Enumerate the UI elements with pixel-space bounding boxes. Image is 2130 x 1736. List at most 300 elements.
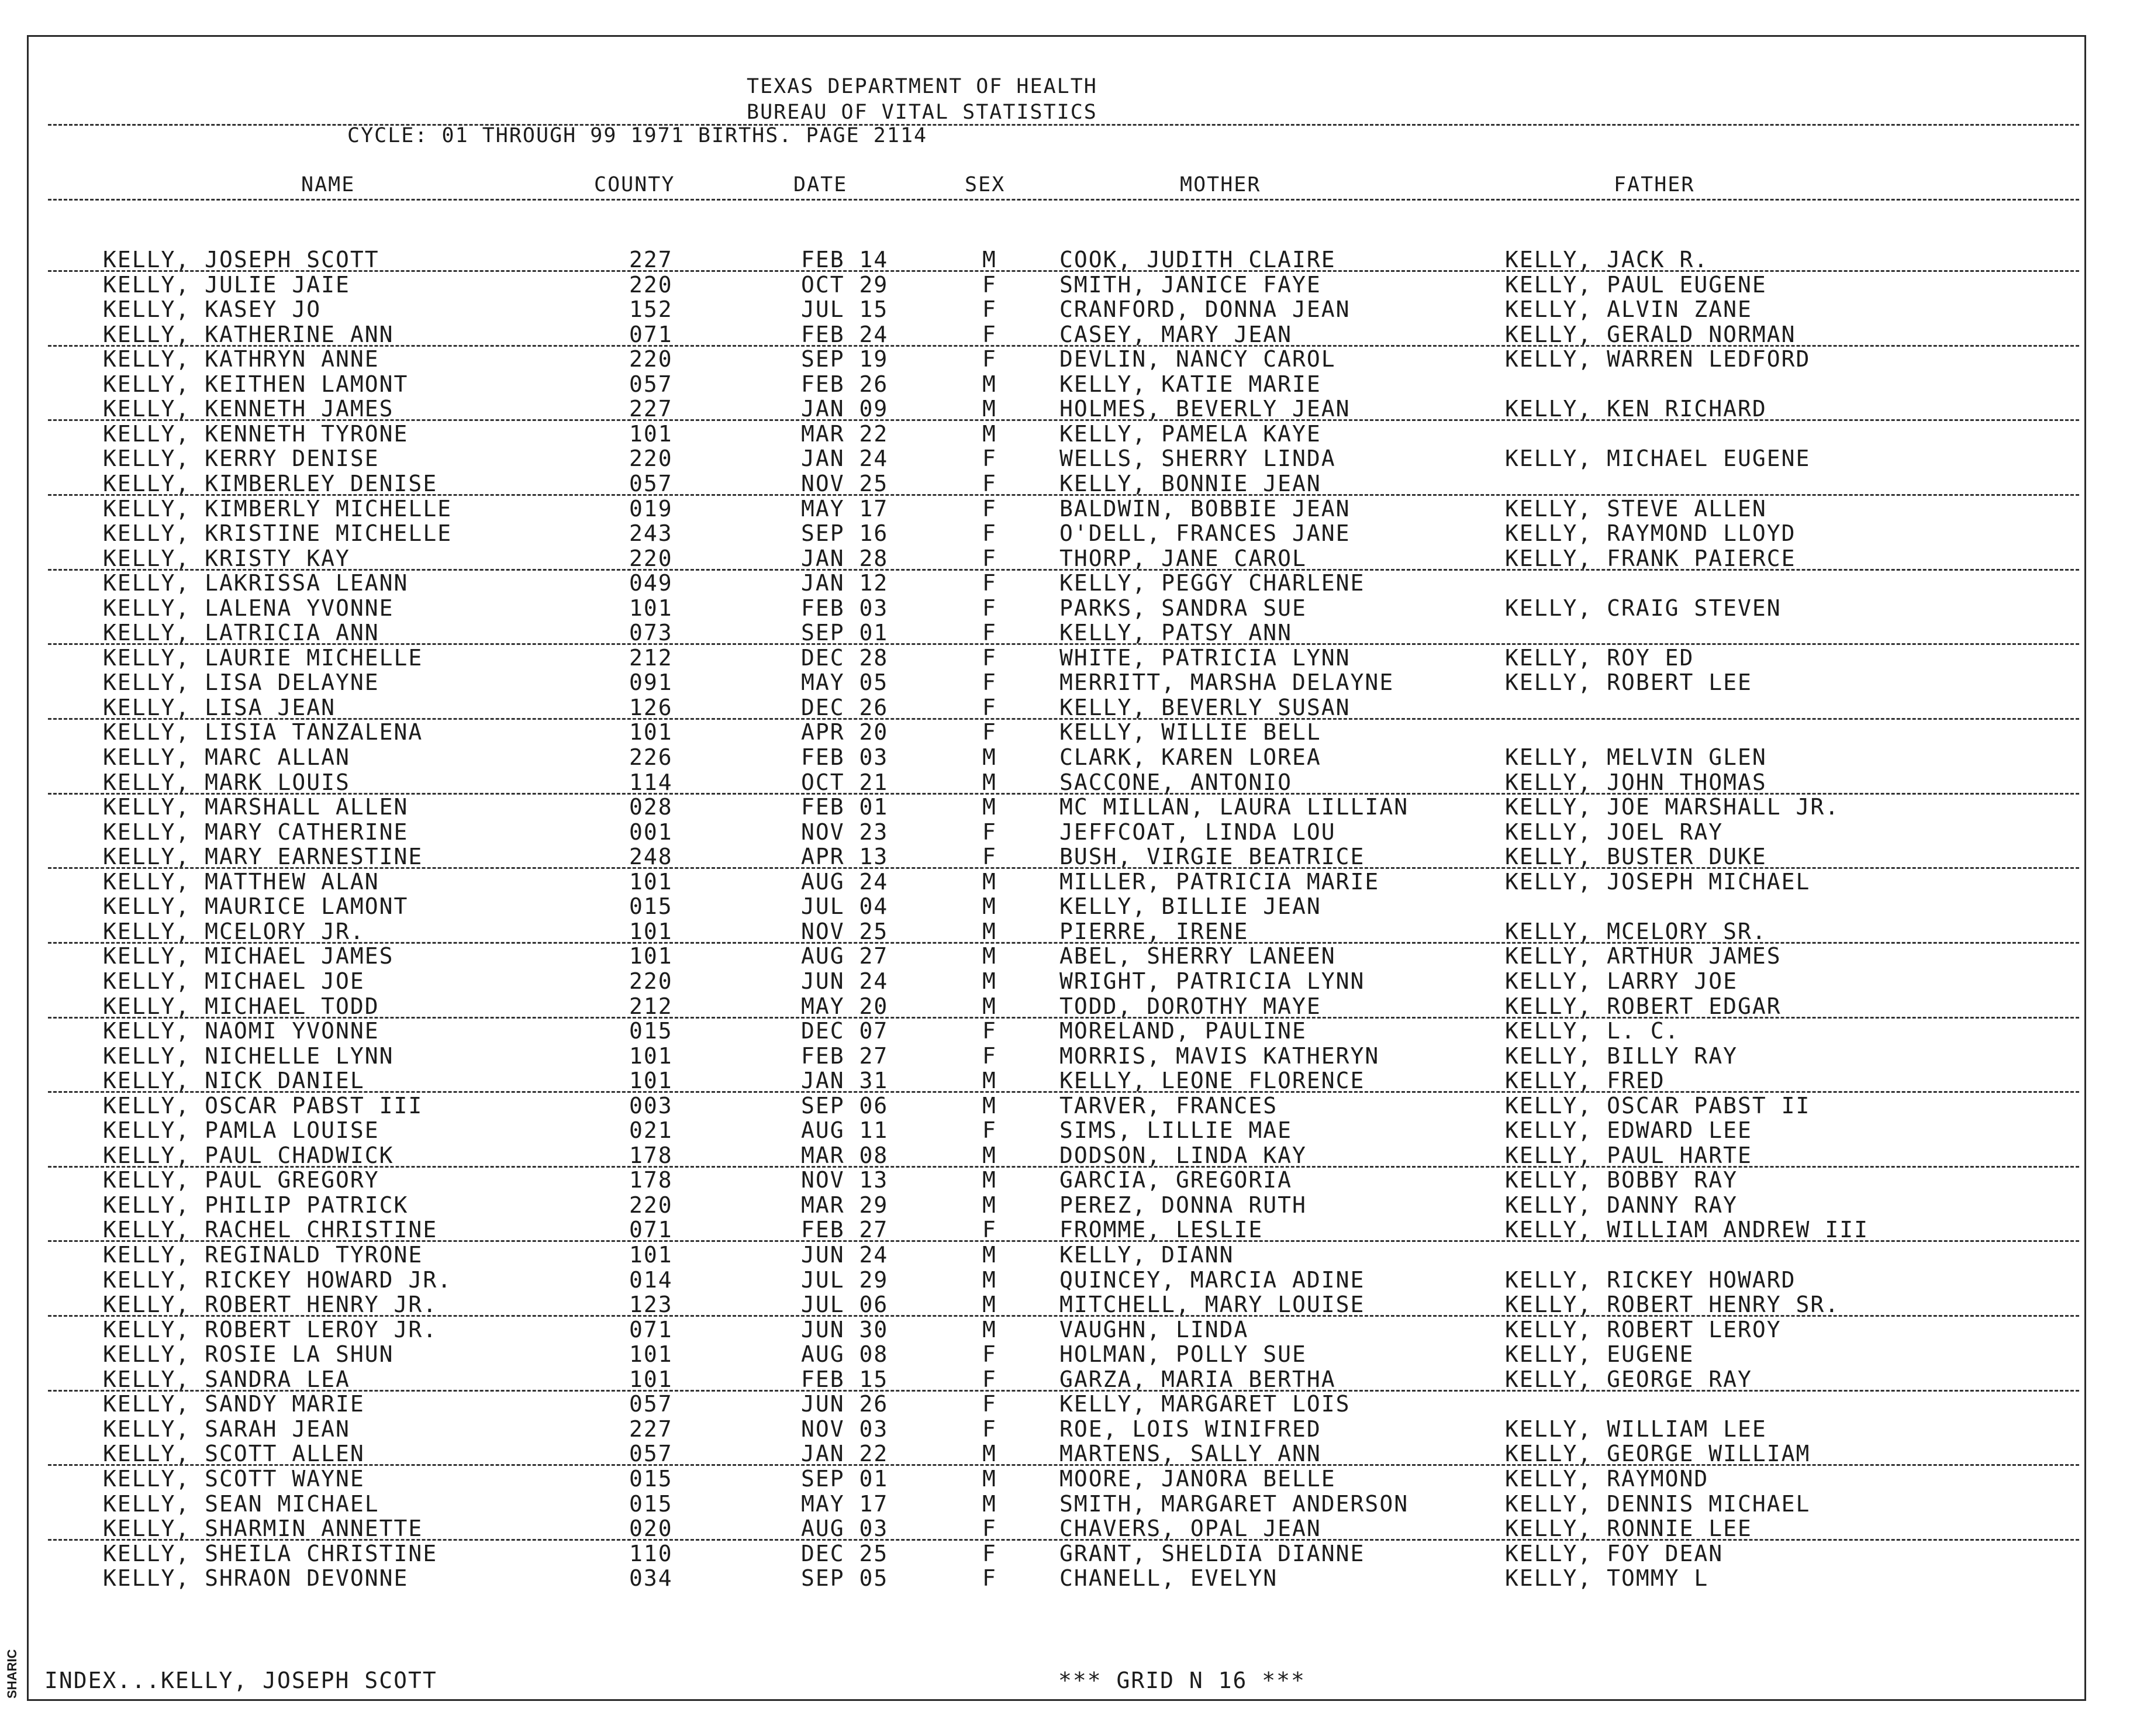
cell-name: KELLY, LATRICIA ANN (103, 620, 379, 646)
cell-sex: M (982, 1142, 997, 1168)
cell-sex: M (982, 794, 997, 820)
cell-name: KELLY, MATTHEW ALAN (103, 868, 379, 895)
cell-name: KELLY, LISIA TANZALENA (103, 719, 423, 746)
cell-sex: M (982, 1068, 997, 1094)
column-header-mother: MOTHER (1180, 173, 1261, 196)
cell-sex: F (982, 1018, 997, 1044)
cell-sex: M (982, 893, 997, 920)
cell-date: FEB 03 (801, 595, 889, 621)
cell-county: 227 (629, 247, 673, 272)
cell-mother: ABEL, SHERRY LANEEN (1059, 943, 1336, 969)
cell-name: KELLY, NAOMI YVONNE (103, 1018, 379, 1044)
cell-county: 057 (629, 470, 673, 496)
side-mark: SHARIC (5, 1649, 19, 1699)
cell-county: 212 (629, 993, 673, 1019)
column-header-father: FATHER (1614, 173, 1695, 196)
table-row (0, 669, 2130, 694)
index-footer: INDEX...KELLY, JOSEPH SCOTT (44, 1668, 437, 1693)
cell-father: KELLY, GEORGE WILLIAM (1505, 1441, 1811, 1467)
cell-name: KELLY, KRISTINE MICHELLE (103, 520, 453, 547)
cell-father: KELLY, MICHAEL EUGENE (1505, 446, 1811, 472)
cell-county: 101 (629, 1068, 673, 1094)
cell-date: DEC 28 (801, 644, 889, 671)
table-row (0, 1242, 2130, 1266)
cell-mother: MITCHELL, MARY LOUISE (1059, 1292, 1365, 1318)
cell-date: DEC 07 (801, 1018, 889, 1044)
cell-county: 101 (629, 1043, 673, 1069)
cell-mother: KELLY, PEGGY CHARLENE (1059, 570, 1365, 596)
cell-mother: MERRITT, MARSHA DELAYNE (1059, 669, 1394, 696)
cell-county: 071 (629, 1316, 673, 1342)
cell-date: OCT 29 (801, 271, 889, 298)
cell-county: 014 (629, 1266, 673, 1293)
cell-name: KELLY, PAUL GREGORY (103, 1167, 379, 1193)
cell-date: JUL 04 (801, 893, 889, 920)
cell-date: FEB 27 (801, 1043, 889, 1069)
cell-name: KELLY, MICHAEL JOE (103, 968, 365, 994)
cell-county: 015 (629, 1490, 673, 1517)
cell-date: AUG 27 (801, 943, 889, 969)
cell-date: MAY 05 (801, 669, 889, 696)
cell-county: 178 (629, 1167, 673, 1193)
cell-sex: F (982, 844, 997, 870)
cell-father: KELLY, STEVE ALLEN (1505, 495, 1767, 522)
cell-father: KELLY, JOSEPH MICHAEL (1505, 868, 1811, 895)
table-row (0, 844, 2130, 868)
cell-name: KELLY, KIMBERLY MICHELLE (103, 495, 453, 522)
cycle-line: CYCLE: 01 THROUGH 99 1971 BIRTHS. PAGE 2114 (347, 124, 928, 147)
cell-name: KELLY, KATHERINE ANN (103, 321, 394, 347)
cell-mother: KELLY, LEONE FLORENCE (1059, 1068, 1365, 1094)
cell-mother: DODSON, LINDA KAY (1059, 1142, 1307, 1168)
cell-county: 101 (629, 1366, 673, 1392)
cell-sex: F (982, 296, 997, 323)
table-row (0, 1192, 2130, 1217)
table-row (0, 1018, 2130, 1043)
cell-father: KELLY, MELVIN GLEN (1505, 744, 1767, 770)
table-row (0, 1491, 2130, 1516)
cell-name: KELLY, MARK LOUIS (103, 769, 350, 795)
cell-date: AUG 24 (801, 868, 889, 895)
cell-county: 114 (629, 769, 673, 795)
cell-mother: MARTENS, SALLY ANN (1059, 1441, 1321, 1467)
cell-county: 015 (629, 1018, 673, 1044)
cell-father: KELLY, JOE MARSHALL JR. (1505, 794, 1840, 820)
cell-county: 227 (629, 396, 673, 422)
cell-mother: KELLY, KATIE MARIE (1059, 371, 1321, 397)
cell-county: 101 (629, 1242, 673, 1268)
cell-name: KELLY, SHARMIN ANNETTE (103, 1516, 423, 1542)
cell-father: KELLY, BUSTER DUKE (1505, 844, 1767, 870)
cell-father: KELLY, BOBBY RAY (1505, 1167, 1738, 1193)
cell-county: 001 (629, 819, 673, 845)
cell-sex: F (982, 719, 997, 746)
cell-father: KELLY, WILLIAM ANDREW III (1505, 1217, 1869, 1243)
cell-mother: GRANT, SHELDIA DIANNE (1059, 1540, 1365, 1566)
cell-mother: MORELAND, PAULINE (1059, 1018, 1307, 1044)
cell-county: 220 (629, 346, 673, 372)
cell-sex: F (982, 620, 997, 646)
table-row (0, 620, 2130, 644)
cell-date: JUN 26 (801, 1391, 889, 1417)
table-row (0, 272, 2130, 296)
table-row (0, 1143, 2130, 1167)
cell-county: 101 (629, 719, 673, 746)
cell-father: KELLY, JACK R. (1505, 247, 1709, 272)
cell-sex: F (982, 1391, 997, 1417)
cell-date: FEB 27 (801, 1217, 889, 1243)
cell-county: 071 (629, 321, 673, 347)
cell-date: DEC 26 (801, 694, 889, 720)
cell-date: FEB 14 (801, 247, 889, 272)
cell-father: KELLY, JOEL RAY (1505, 819, 1724, 845)
cell-date: JAN 12 (801, 570, 889, 596)
cell-mother: KELLY, BILLIE JEAN (1059, 893, 1321, 920)
table-row (0, 1267, 2130, 1292)
cell-sex: M (982, 968, 997, 994)
cell-sex: F (982, 545, 997, 571)
column-header-sex: SEX (965, 173, 1006, 196)
cell-father: KELLY, ROBERT LEROY (1505, 1316, 1782, 1342)
cell-sex: M (982, 247, 997, 272)
cell-mother: QUINCEY, MARCIA ADINE (1059, 1266, 1365, 1293)
cell-father: KELLY, GEORGE RAY (1505, 1366, 1752, 1392)
cell-father: KELLY, KEN RICHARD (1505, 396, 1767, 422)
cell-mother: KELLY, BONNIE JEAN (1059, 470, 1321, 496)
table-row (0, 520, 2130, 545)
table-row (0, 1516, 2130, 1540)
cell-sex: F (982, 271, 997, 298)
table-row (0, 1043, 2130, 1068)
cell-sex: M (982, 1092, 997, 1119)
table-row (0, 1068, 2130, 1092)
table-row (0, 471, 2130, 495)
cell-name: KELLY, NICK DANIEL (103, 1068, 365, 1094)
cell-sex: M (982, 769, 997, 795)
cell-mother: JEFFCOAT, LINDA LOU (1059, 819, 1336, 845)
cell-date: MAY 20 (801, 993, 889, 1019)
table-row (0, 371, 2130, 396)
cell-county: 123 (629, 1292, 673, 1318)
cell-mother: MORRIS, MAVIS KATHERYN (1059, 1043, 1380, 1069)
table-row (0, 1093, 2130, 1117)
cell-mother: WHITE, PATRICIA LYNN (1059, 644, 1351, 671)
cell-name: KELLY, SARAH JEAN (103, 1416, 350, 1442)
table-row (0, 1466, 2130, 1490)
cell-father: KELLY, ALVIN ZANE (1505, 296, 1752, 323)
cell-name: KELLY, MCELORY JR. (103, 918, 365, 944)
table-row (0, 396, 2130, 420)
cell-sex: M (982, 420, 997, 447)
cell-father: KELLY, L. C. (1505, 1018, 1680, 1044)
cell-date: JAN 28 (801, 545, 889, 571)
table-row (0, 1391, 2130, 1416)
cell-mother: KELLY, MARGARET LOIS (1059, 1391, 1351, 1417)
cell-mother: SIMS, LILLIE MAE (1059, 1117, 1293, 1144)
cell-mother: PEREZ, DONNA RUTH (1059, 1192, 1307, 1218)
cell-county: 021 (629, 1117, 673, 1144)
cell-county: 057 (629, 1441, 673, 1467)
cell-father: KELLY, TOMMY L (1505, 1565, 1709, 1592)
cell-date: DEC 25 (801, 1540, 889, 1566)
cell-name: KELLY, MICHAEL JAMES (103, 943, 394, 969)
cell-name: KELLY, MARY EARNESTINE (103, 844, 423, 870)
cell-mother: KELLY, DIANN (1059, 1242, 1234, 1268)
cell-sex: M (982, 1266, 997, 1293)
cell-mother: KELLY, PAMELA KAYE (1059, 420, 1321, 447)
cell-date: MAR 08 (801, 1142, 889, 1168)
cell-date: OCT 21 (801, 769, 889, 795)
table-row (0, 695, 2130, 719)
cell-name: KELLY, REGINALD TYRONE (103, 1242, 423, 1268)
cell-county: 071 (629, 1217, 673, 1243)
cell-date: JAN 31 (801, 1068, 889, 1094)
cell-name: KELLY, MARY CATHERINE (103, 819, 409, 845)
cell-sex: F (982, 1516, 997, 1542)
cell-date: APR 20 (801, 719, 889, 746)
cell-name: KELLY, SANDRA LEA (103, 1366, 350, 1392)
cell-date: SEP 01 (801, 1465, 889, 1492)
cell-county: 227 (629, 1416, 673, 1442)
cell-father: KELLY, PAUL EUGENE (1505, 271, 1767, 298)
cell-mother: GARCIA, GREGORIA (1059, 1167, 1293, 1193)
cell-county: 019 (629, 495, 673, 522)
table-row (0, 1341, 2130, 1366)
cell-sex: M (982, 1465, 997, 1492)
cell-mother: WELLS, SHERRY LINDA (1059, 446, 1336, 472)
cell-name: KELLY, LALENA YVONNE (103, 595, 394, 621)
table-row (0, 719, 2130, 744)
cell-date: JAN 24 (801, 446, 889, 472)
cell-name: KELLY, KENNETH TYRONE (103, 420, 409, 447)
cell-county: 073 (629, 620, 673, 646)
cell-mother: KELLY, PATSY ANN (1059, 620, 1293, 646)
table-row (0, 546, 2130, 570)
cell-mother: MC MILLAN, LAURA LILLIAN (1059, 794, 1409, 820)
cell-mother: SACCONE, ANTONIO (1059, 769, 1293, 795)
cell-name: KELLY, ROBERT LEROY JR. (103, 1316, 438, 1342)
cell-county: 220 (629, 1192, 673, 1218)
cell-date: MAR 29 (801, 1192, 889, 1218)
cell-mother: CHAVERS, OPAL JEAN (1059, 1516, 1321, 1542)
cell-mother: GARZA, MARIA BERTHA (1059, 1366, 1336, 1392)
cell-date: NOV 13 (801, 1167, 889, 1193)
cell-sex: M (982, 1242, 997, 1268)
cell-mother: CRANFORD, DONNA JEAN (1059, 296, 1351, 323)
cell-name: KELLY, MARC ALLAN (103, 744, 350, 770)
table-row (0, 1416, 2130, 1441)
table-row (0, 570, 2130, 595)
cell-mother: DEVLIN, NANCY CAROL (1059, 346, 1336, 372)
cell-county: 226 (629, 744, 673, 770)
cell-date: JUL 29 (801, 1266, 889, 1293)
cell-mother: TODD, DOROTHY MAYE (1059, 993, 1321, 1019)
cell-county: 101 (629, 918, 673, 944)
cell-father: KELLY, EDWARD LEE (1505, 1117, 1752, 1144)
cell-name: KELLY, PHILIP PATRICK (103, 1192, 409, 1218)
cell-father: KELLY, ROBERT EDGAR (1505, 993, 1782, 1019)
cell-name: KELLY, JOSEPH SCOTT (103, 247, 379, 272)
cell-mother: HOLMAN, POLLY SUE (1059, 1341, 1307, 1368)
cell-county: 015 (629, 893, 673, 920)
cell-name: KELLY, PAMLA LOUISE (103, 1117, 379, 1144)
table-row (0, 346, 2130, 371)
cell-name: KELLY, SHRAON DEVONNE (103, 1565, 409, 1592)
table-row (0, 1541, 2130, 1565)
cell-county: 220 (629, 545, 673, 571)
cell-sex: M (982, 1192, 997, 1218)
cell-father: KELLY, ARTHUR JAMES (1505, 943, 1782, 969)
cell-county: 028 (629, 794, 673, 820)
cell-name: KELLY, KERRY DENISE (103, 446, 379, 472)
cell-mother: PARKS, SANDRA SUE (1059, 595, 1307, 621)
cell-date: JUN 30 (801, 1316, 889, 1342)
cell-father: KELLY, RONNIE LEE (1505, 1516, 1752, 1542)
cell-date: FEB 01 (801, 794, 889, 820)
cell-mother: WRIGHT, PATRICIA LYNN (1059, 968, 1365, 994)
cell-father: KELLY, GERALD NORMAN (1505, 321, 1796, 347)
cell-date: SEP 01 (801, 620, 889, 646)
cell-father: KELLY, DANNY RAY (1505, 1192, 1738, 1218)
table-row (0, 943, 2130, 968)
cell-sex: F (982, 570, 997, 596)
cell-county: 101 (629, 868, 673, 895)
cell-date: JUN 24 (801, 1242, 889, 1268)
cell-name: KELLY, SCOTT ALLEN (103, 1441, 365, 1467)
cell-name: KELLY, JULIE JAIE (103, 271, 350, 298)
table-row (0, 1167, 2130, 1192)
cell-sex: M (982, 993, 997, 1019)
cell-sex: F (982, 520, 997, 547)
cell-county: 101 (629, 595, 673, 621)
cell-sex: M (982, 396, 997, 422)
cell-county: 212 (629, 644, 673, 671)
cell-date: AUG 11 (801, 1117, 889, 1144)
table-row (0, 893, 2130, 918)
table-row (0, 794, 2130, 819)
cell-father: KELLY, FOY DEAN (1505, 1540, 1724, 1566)
cell-father: KELLY, FRANK PAIERCE (1505, 545, 1796, 571)
column-header-county: COUNTY (594, 173, 675, 196)
cell-county: 101 (629, 943, 673, 969)
cell-father: KELLY, EUGENE (1505, 1341, 1694, 1368)
cell-mother: COOK, JUDITH CLAIRE (1059, 247, 1336, 272)
cell-mother: HOLMES, BEVERLY JEAN (1059, 396, 1351, 422)
cell-date: SEP 05 (801, 1565, 889, 1592)
grid-footer: *** GRID N 16 *** (1058, 1668, 1306, 1693)
cell-sex: F (982, 1117, 997, 1144)
cell-sex: F (982, 595, 997, 621)
cell-sex: F (982, 446, 997, 472)
table-row (0, 1565, 2130, 1590)
cell-county: 178 (629, 1142, 673, 1168)
table-row (0, 496, 2130, 520)
cell-county: 003 (629, 1092, 673, 1119)
cell-sex: F (982, 346, 997, 372)
cell-name: KELLY, NICHELLE LYNN (103, 1043, 394, 1069)
table-row (0, 769, 2130, 794)
cell-sex: M (982, 1167, 997, 1193)
cell-date: JUL 15 (801, 296, 889, 323)
cell-date: MAR 22 (801, 420, 889, 447)
cell-date: AUG 03 (801, 1516, 889, 1542)
cell-date: SEP 06 (801, 1092, 889, 1119)
column-header-name: NAME (301, 173, 355, 196)
cell-county: 049 (629, 570, 673, 596)
cell-name: KELLY, SANDY MARIE (103, 1391, 365, 1417)
table-row (0, 296, 2130, 321)
cell-father: KELLY, DENNIS MICHAEL (1505, 1490, 1811, 1517)
table-row (0, 968, 2130, 993)
cell-father: KELLY, ROY ED (1505, 644, 1694, 671)
cell-county: 248 (629, 844, 673, 870)
table-row (0, 446, 2130, 470)
cell-name: KELLY, LAURIE MICHELLE (103, 644, 423, 671)
cell-county: 126 (629, 694, 673, 720)
cell-name: KELLY, KENNETH JAMES (103, 396, 394, 422)
cell-name: KELLY, MICHAEL TODD (103, 993, 379, 1019)
table-row (0, 1317, 2130, 1341)
cell-date: JUL 06 (801, 1292, 889, 1318)
cell-name: KELLY, ROBERT HENRY JR. (103, 1292, 438, 1318)
cell-sex: M (982, 943, 997, 969)
cell-sex: M (982, 1316, 997, 1342)
cell-name: KELLY, SHEILA CHRISTINE (103, 1540, 438, 1566)
bureau-title: BUREAU OF VITAL STATISTICS (747, 101, 1097, 124)
cell-mother: CASEY, MARY JEAN (1059, 321, 1293, 347)
cell-county: 091 (629, 669, 673, 696)
cell-father: KELLY, BILLY RAY (1505, 1043, 1738, 1069)
cell-name: KELLY, KATHRYN ANNE (103, 346, 379, 372)
cell-father: KELLY, RAYMOND (1505, 1465, 1709, 1492)
table-row (0, 322, 2130, 346)
cell-date: NOV 25 (801, 470, 889, 496)
cell-county: 020 (629, 1516, 673, 1542)
cell-mother: FROMME, LESLIE (1059, 1217, 1263, 1243)
cell-date: NOV 03 (801, 1416, 889, 1442)
cell-name: KELLY, KASEY JO (103, 296, 322, 323)
cell-mother: SMITH, JANICE FAYE (1059, 271, 1321, 298)
cell-name: KELLY, MAURICE LAMONT (103, 893, 409, 920)
cell-sex: F (982, 321, 997, 347)
cell-sex: M (982, 868, 997, 895)
cell-sex: M (982, 1441, 997, 1467)
cell-mother: SMITH, MARGARET ANDERSON (1059, 1490, 1409, 1517)
cell-county: 152 (629, 296, 673, 323)
cell-date: FEB 26 (801, 371, 889, 397)
table-row (0, 993, 2130, 1018)
cell-date: JAN 22 (801, 1441, 889, 1467)
cell-date: FEB 24 (801, 321, 889, 347)
cell-father: KELLY, RAYMOND LLOYD (1505, 520, 1796, 547)
cell-sex: M (982, 1490, 997, 1517)
cell-father: KELLY, OSCAR PABST II (1505, 1092, 1811, 1119)
cell-date: MAY 17 (801, 495, 889, 522)
cell-county: 015 (629, 1465, 673, 1492)
table-row (0, 1117, 2130, 1142)
table-row (0, 744, 2130, 769)
cell-sex: M (982, 744, 997, 770)
cell-date: SEP 16 (801, 520, 889, 547)
cell-mother: THORP, JANE CAROL (1059, 545, 1307, 571)
table-row (0, 247, 2130, 271)
cell-date: SEP 19 (801, 346, 889, 372)
cell-father: KELLY, WILLIAM LEE (1505, 1416, 1767, 1442)
cell-sex: F (982, 819, 997, 845)
cell-mother: ROE, LOIS WINIFRED (1059, 1416, 1321, 1442)
column-header-date: DATE (793, 173, 848, 196)
cell-name: KELLY, LISA JEAN (103, 694, 336, 720)
